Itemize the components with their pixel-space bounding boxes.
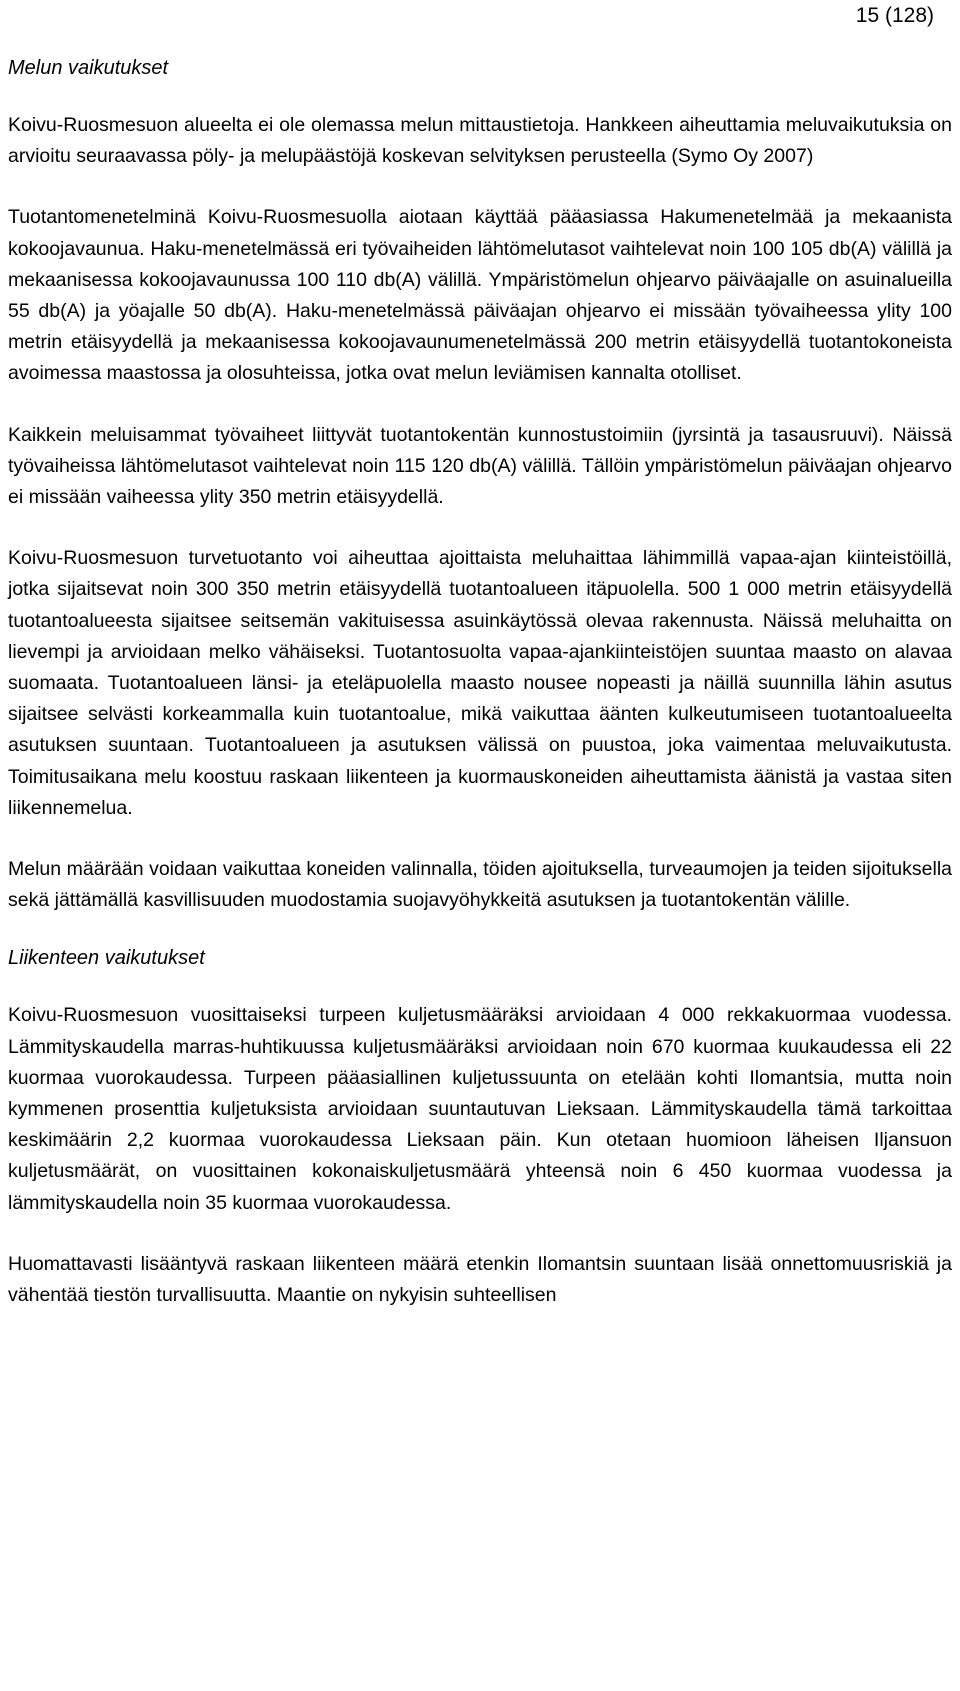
document-body <box>8 56 952 1341</box>
paragraph: Huomattavasti lisääntyvä raskaan liikenteen määrä etenkin Ilomantsin suuntaan lisää onnettomuusriskiä ja vähentää tiestön turvallisuutta. Maantie on nykyisin suhteellisen <box>8 1252 952 1307</box>
section-heading-noise: Melun vaikutukset <box>8 57 169 79</box>
page-number: 15 (128) <box>855 4 934 27</box>
paragraph: Koivu-Ruosmesuon vuosittaiseksi turpeen kuljetusmääräksi arvioidaan 4 000 rekkakuormaa vuodessa. Lämmityskaudella marras-huhtikuussa kuljetusmääräksi arvioidaan noin 670 kuormaa kuukaudessa eli 22 kuormaa vuorokaudessa. Turpeen pääasiallinen kuljetussuunta on etelään kohti Ilomantsia, mutta noin kymmenen prosenttia kuljetuksista arvioidaan suuntautuvan Lieksaan. Lämmityskaudella tämä tarkoittaa keskimäärin 2,2 kuormaa vuorokaudessa Lieksaan päin. Kun otetaan huomioon läheisen Iljansuon kuljetusmäärät, on vuosittainen kokonaiskuljetusmäärä yhteensä noin 6 450 kuormaa vuodessa ja lämmityskaudella noin 35 kuormaa vuorokaudessa. <box>8 1004 952 1214</box>
paragraph: Melun määrään voidaan vaikuttaa koneiden valinnalla, töiden ajoituksella, turveaumojen ja teiden sijoituksella sekä jättämällä kasvillisuuden muodostamia suojavyöhykkeitä asutuksen ja tuotantokentän välille. <box>8 858 952 912</box>
paragraph: Koivu-Ruosmesuon alueelta ei ole olemassa melun mittaustietoja. Hankkeen aiheuttamia meluvaikutuksia on arvioitu seuraavassa pöly- ja melupäästöjä koskevan selvityksen perusteella (Symo Oy 2007) <box>8 114 952 168</box>
paragraph: Koivu-Ruosmesuon turvetuotanto voi aiheuttaa ajoittaista meluhaittaa lähimmillä vapaa-ajan kiinteistöillä, jotka sijaitsevat noin 300 350 metrin etäisyydellä tuotantoalueen itäpuolella. 500 1 000 metrin etäisyydellä tuotantoalueesta sijaitsee seitsemän vakituisessa asuinkäytössä olevaa rakennusta. Näissä meluhaitta on lievempi ja arvioidaan melko vähäiseksi. Tuotantosuolta vapaa-ajankiinteistöjen suuntaa maasto on alavaa suomaata. Tuotantoalueen länsi- ja eteläpuolella maasto nousee nopeasti ja näillä suunnilla lähin asutus sijaitsee selvästi korkeammalla kuin tuotantoalue, mikä vaikuttaa äänten kulkeutumiseen tuotantoalueelta asutuksen suuntaan. Tuotantoalueen ja asutuksen välissä on puustoa, joka vaimentaa meluvaikutusta. Toimitusaikana melu koostuu raskaan liikenteen ja kuormauskoneiden aiheuttamista äänistä ja vastaa siten liikennemelua. <box>8 547 952 819</box>
paragraph: Tuotantomenetelminä Koivu-Ruosmesuolla aiotaan käyttää pääasiassa Hakumenetelmää ja mekaanista kokoojavaunua. Haku-menetelmässä eri työvaiheiden lähtömelutasot vaihtelevat noin 100 105 db(A) välillä ja mekaanisessa kokoojavaunussa 100 110 db(A) välillä. Ympäristömelun ohjearvo päiväajalle on asuinalueilla 55 db(A) ja yöajalle 50 db(A). Haku-menetelmässä päiväajan ohjearvo ei missään työvaiheessa ylity 100 metrin etäisyydellä ja mekaanisessa kokoojavaunumenetelmässä 200 metrin etäisyydellä tuotantokoneista avoimessa maastossa ja olosuhteissa, jotka ovat melun leviämisen kannalta otolliset. <box>8 206 952 385</box>
section-heading-traffic: Liikenteen vaikutukset <box>8 947 205 970</box>
paragraph: Kaikkein meluisammat työvaiheet liittyvät tuotantokentän kunnostustoimiin (jyrsintä ja tasausruuvi). Näissä työvaiheissa lähtömelutasot vaihtelevat noin 115 120 db(A) välillä. Tällöin ympäristömelun päiväajan ohjearvo ei missään vaiheessa ylity 350 metrin etäisyydellä. <box>8 423 952 509</box>
